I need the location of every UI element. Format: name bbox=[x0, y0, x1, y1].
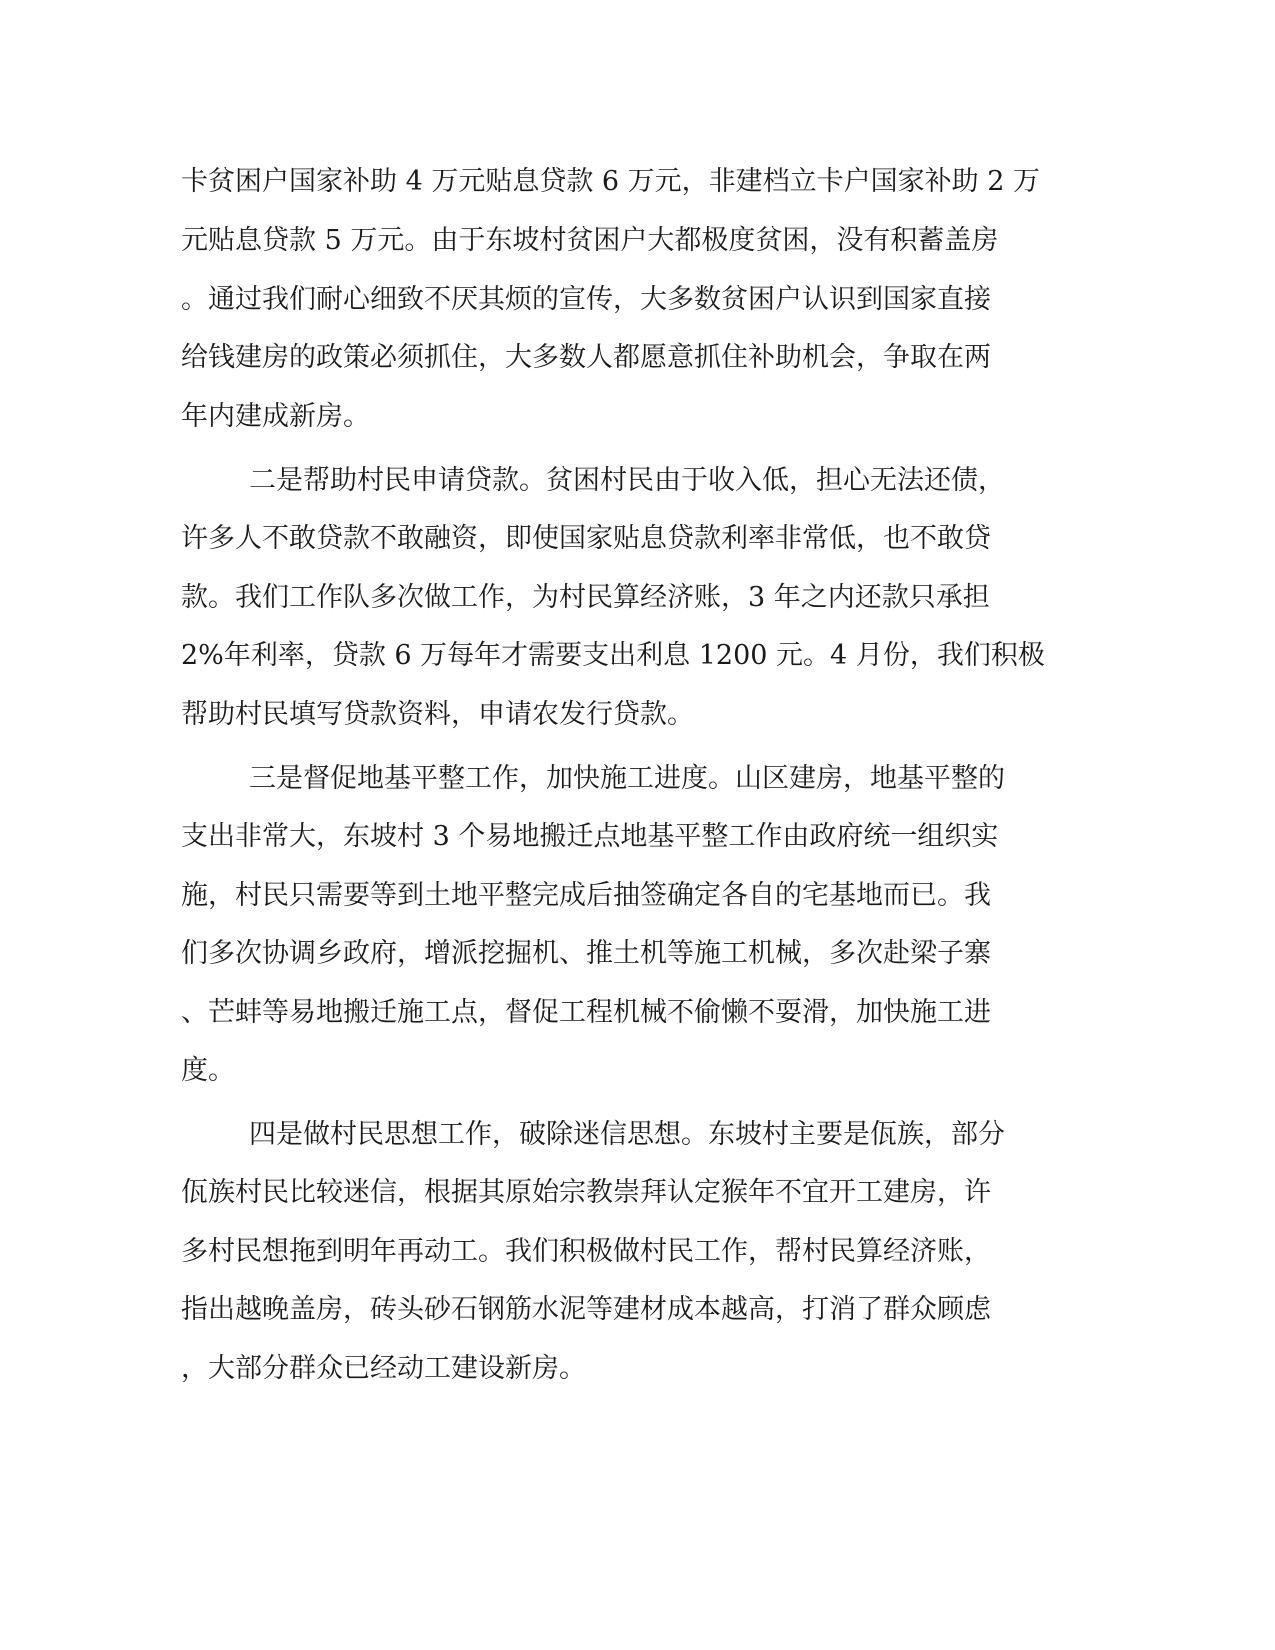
text-line: 们多次协调乡政府，增派挖掘机、推土机等施工机械，多次赴梁子寨 bbox=[181, 938, 991, 969]
text-line: 佤族村民比较迷信，根据其原始宗教崇拜认定猴年不宜开工建房，许 bbox=[181, 1177, 991, 1208]
text-line: 帮助村民填写贷款资料，申请农发行贷款。 bbox=[181, 699, 694, 730]
text-line: 、芒蚌等易地搬迁施工点，督促工程机械不偷懒不耍滑，加快施工进 bbox=[181, 997, 991, 1028]
paragraph-start-line: 四是做村民思想工作，破除迷信思想。东坡村主要是佤族，部分 bbox=[249, 1119, 1005, 1150]
paragraph-start-line: 三是督促地基平整工作，加快施工进度。山区建房，地基平整的 bbox=[249, 763, 1005, 794]
text-line: 款。我们工作队多次做工作，为村民算经济账，3 年之内还款只承担 bbox=[181, 582, 990, 613]
text-line: 卡贫困户国家补助 4 万元贴息贷款 6 万元，非建档立卡户国家补助 2 万 bbox=[181, 166, 1041, 197]
text-line: 给钱建房的政策必须抓住，大多数人都愿意抓住补助机会，争取在两 bbox=[181, 342, 991, 373]
text-line: 年内建成新房。 bbox=[181, 401, 370, 432]
text-line: 度。 bbox=[181, 1055, 235, 1086]
text-line: 指出越晚盖房，砖头砂石钢筋水泥等建材成本越高，打消了群众顾虑 bbox=[181, 1294, 991, 1325]
text-line: 支出非常大，东坡村 3 个易地搬迁点地基平整工作由政府统一组织实 bbox=[181, 821, 999, 852]
text-line: 多村民想拖到明年再动工。我们积极做村民工作，帮村民算经济账， bbox=[181, 1236, 991, 1267]
text-line: 施，村民只需要等到土地平整完成后抽签确定各自的宅基地而已。我 bbox=[181, 880, 991, 911]
text-line: 。通过我们耐心细致不厌其烦的宣传，大多数贫困户认识到国家直接 bbox=[181, 284, 991, 315]
text-line: ，大部分群众已经动工建设新房。 bbox=[181, 1353, 586, 1384]
text-line: 2%年利率，贷款 6 万每年才需要支出利息 1200 元。4 月份，我们积极 bbox=[181, 640, 1045, 671]
text-line: 元贴息贷款 5 万元。由于东坡村贫困户大都极度贫困，没有积蓄盖房 bbox=[181, 225, 999, 256]
paragraph-start-line: 二是帮助村民申请贷款。贫困村民由于收入低，担心无法还债， bbox=[249, 465, 1005, 496]
text-line: 许多人不敢贷款不敢融资，即使国家贴息贷款利率非常低，也不敢贷 bbox=[181, 523, 991, 554]
